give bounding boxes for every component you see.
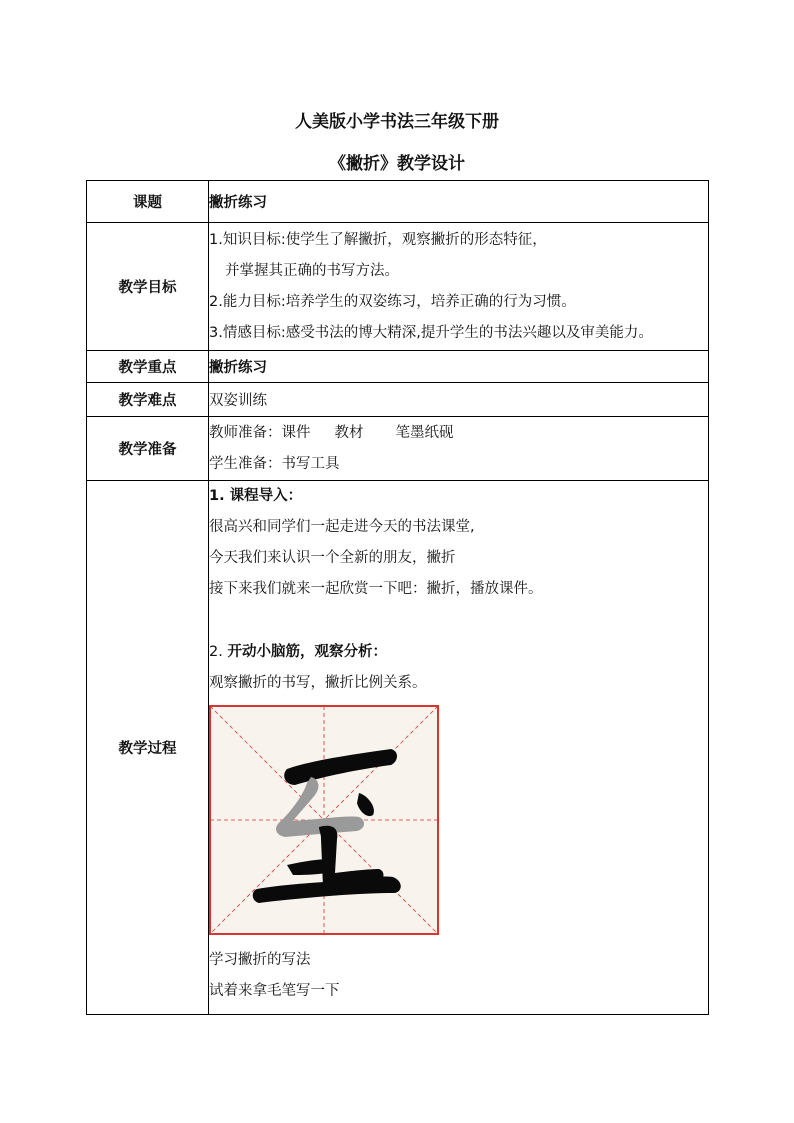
section2-heading-text: 开动小脑筋，观察分析： — [227, 644, 387, 660]
objective-line: 2.能力目标:培养学生的双姿练习，培养正确的行为习惯。 — [209, 293, 576, 310]
process-content — [209, 481, 709, 1015]
row-key-point — [87, 351, 709, 383]
topic-label: 课题 — [87, 181, 209, 223]
student-preparation: 学生准备：书写工具 — [209, 455, 340, 472]
process-line: 接下来我们就来一起欣赏一下吧：撇折，播放课件。 — [209, 581, 543, 597]
objective-line: 并掌握其正确的书写方法。 — [225, 262, 399, 279]
section2-number: 2. — [209, 644, 223, 660]
lesson-plan-table — [86, 180, 709, 1015]
process-line: 观察撇折的书写，撇折比例关系。 — [209, 675, 427, 691]
objectives-label: 教学目标 — [87, 223, 209, 351]
row-preparation — [87, 417, 709, 481]
key-point-value: 撇折练习 — [209, 351, 709, 383]
process-label: 教学过程 — [87, 481, 209, 1015]
process-line: 很高兴和同学们一起走进今天的书法课堂, — [209, 519, 475, 535]
process-line: 试着来拿毛笔写一下 — [209, 983, 340, 999]
teacher-prep-item: 笔墨纸砚 — [395, 424, 454, 441]
preparation-label: 教学准备 — [87, 417, 209, 481]
difficulty-label: 教学难点 — [87, 383, 209, 417]
process-line: 学习撇折的写法 — [209, 952, 311, 968]
section2-heading — [209, 637, 708, 668]
teacher-prep-item: 教材 — [334, 424, 364, 441]
topic-value: 撇折练习 — [209, 181, 709, 223]
teacher-prep-prefix: 教师准备：课件 — [209, 424, 311, 441]
calligraphy-grid-image — [209, 705, 439, 935]
document-title: 人美版小学书法三年级下册 — [295, 112, 499, 132]
preparation-content — [209, 417, 709, 481]
row-difficulty — [87, 383, 709, 417]
section1-heading: 1. 课程导入： — [209, 488, 303, 504]
objective-line: 3.情感目标:感受书法的博大精深,提升学生的书法兴趣以及审美能力。 — [209, 324, 653, 341]
process-line: 今天我们来认识一个全新的朋友，撇折 — [209, 550, 456, 566]
rice-grid-svg — [209, 705, 439, 935]
objective-line: 1.知识目标:使学生了解撇折，观察撇折的形态特征， — [209, 231, 547, 248]
difficulty-value: 双姿训练 — [209, 383, 709, 417]
row-objectives — [87, 223, 709, 351]
row-process — [87, 481, 709, 1015]
objectives-content — [209, 223, 709, 351]
teacher-preparation — [209, 418, 708, 449]
key-point-label: 教学重点 — [87, 351, 209, 383]
row-topic — [87, 181, 709, 223]
document-subtitle: 《撇折》教学设计 — [329, 154, 465, 174]
